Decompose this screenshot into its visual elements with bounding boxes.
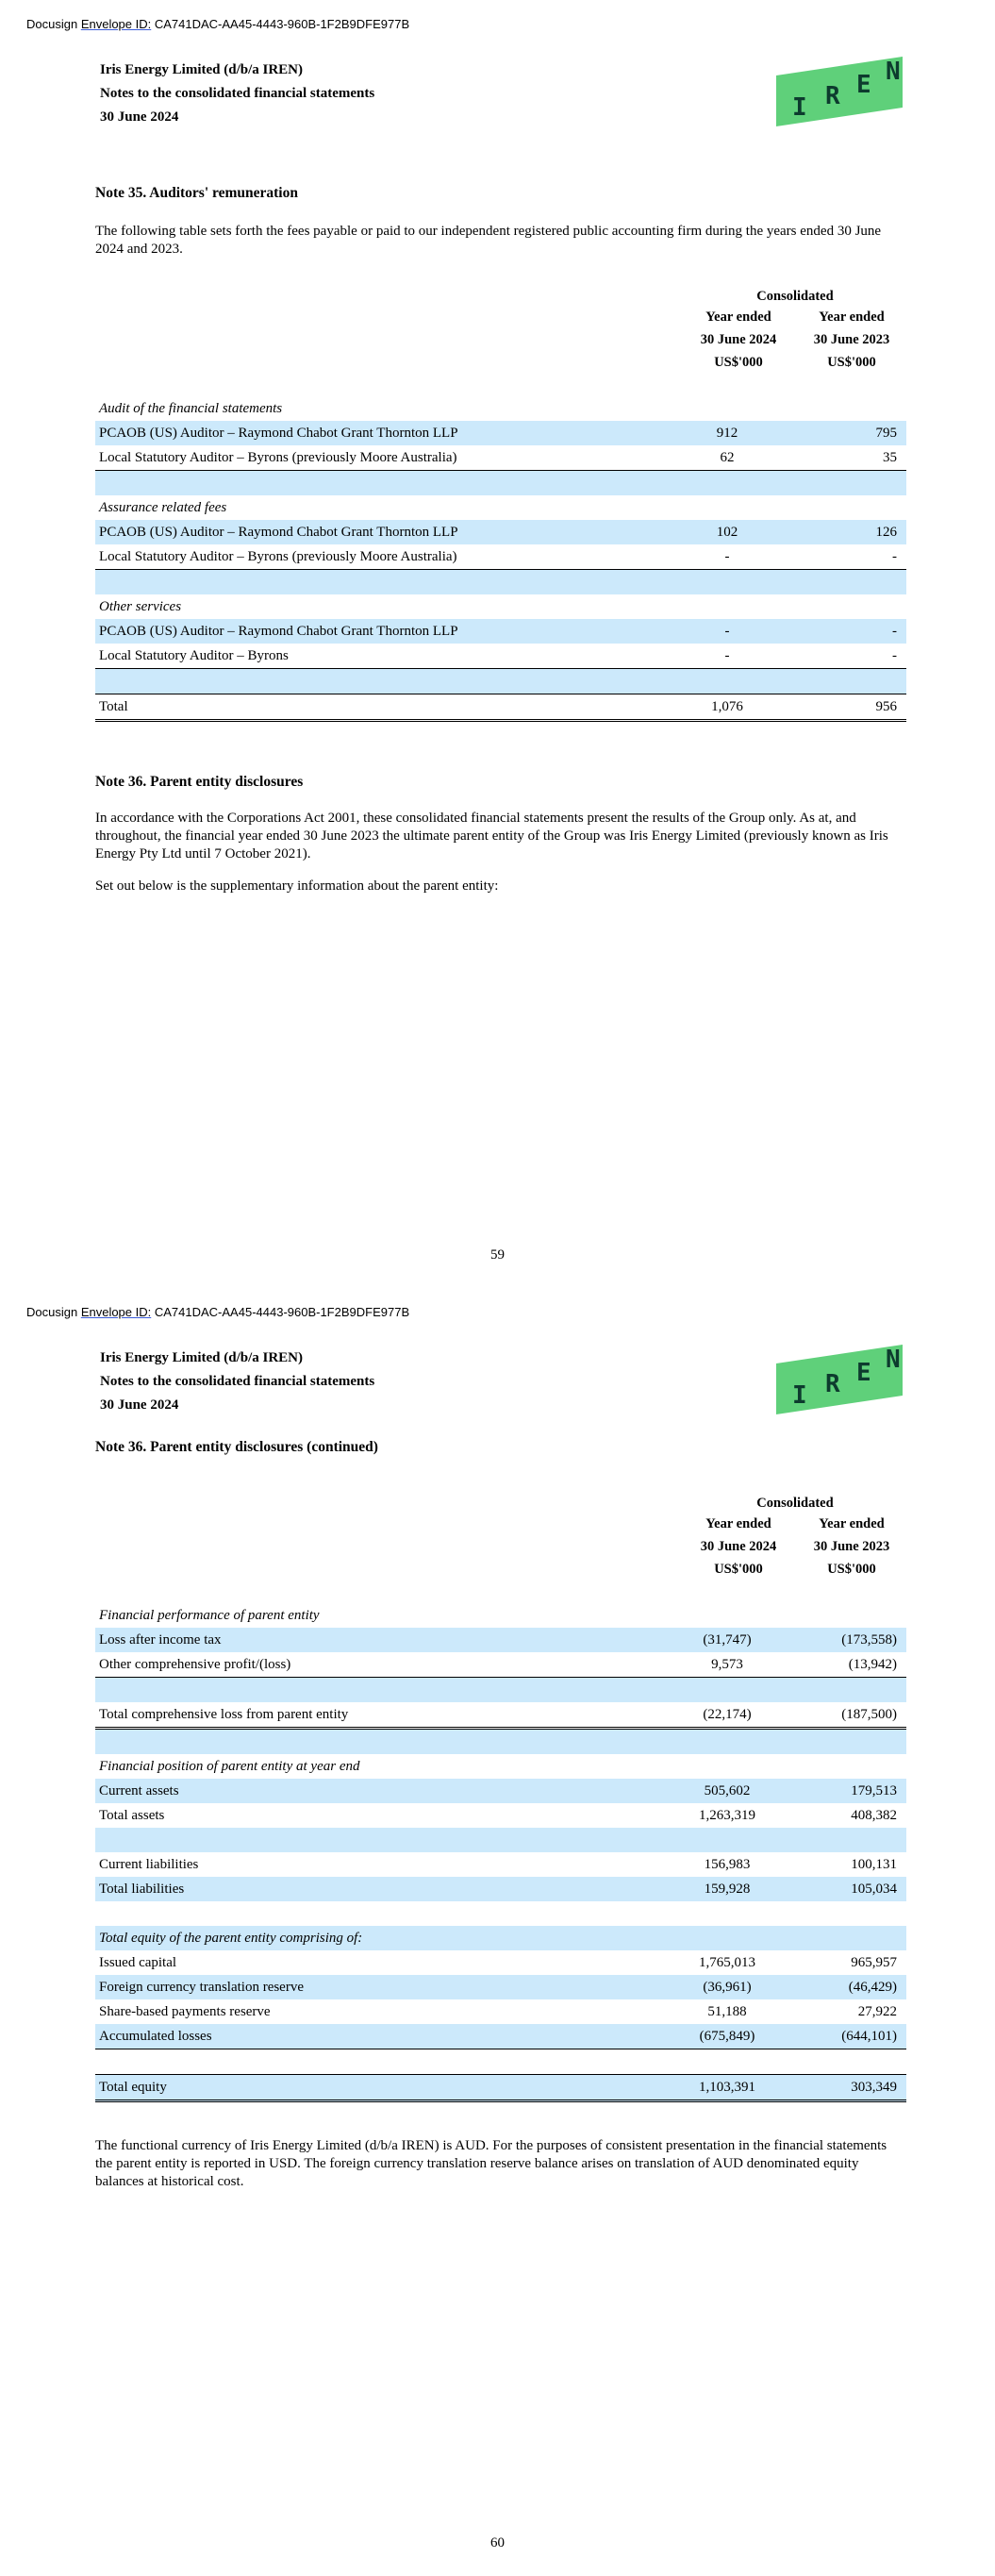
row-label: Current liabilities	[99, 1857, 199, 1872]
value-2024: (22,174)	[703, 1707, 752, 1722]
col1-line3: US$'000	[714, 355, 763, 370]
table-row	[95, 544, 906, 570]
table-row-total	[95, 694, 906, 722]
col2-line1: Year ended	[819, 309, 885, 325]
row-label: PCAOB (US) Auditor – Raymond Chabot Grant Thornton LLP	[99, 624, 458, 639]
col2-line3: US$'000	[827, 355, 876, 370]
report-subtitle: Notes to the consolidated financial statements	[100, 1374, 375, 1389]
report-subtitle: Notes to the consolidated financial statements	[100, 86, 375, 101]
svg-text:I: I	[792, 93, 807, 122]
envelope-label: Envelope ID:	[80, 1305, 152, 1319]
value-2023: 965,957	[851, 1955, 897, 1970]
value-2023: 100,131	[851, 1857, 897, 1872]
col1-line2: 30 June 2024	[700, 332, 777, 347]
svg-text:I: I	[792, 1381, 807, 1410]
col1-line1: Year ended	[705, 1516, 771, 1531]
value-2023: (46,429)	[848, 1980, 897, 1995]
column-header	[682, 285, 908, 379]
envelope-value: CA741DAC-AA45-4443-960B-1F2B9DFE977B	[151, 1305, 410, 1319]
col1-line3: US$'000	[714, 1562, 763, 1577]
value-2024: 912	[716, 426, 738, 441]
value-2024: 1,765,013	[699, 1955, 755, 1970]
table-row	[95, 471, 906, 495]
value-2023: 303,349	[851, 2080, 897, 2095]
svg-text:E: E	[856, 1359, 871, 1387]
row-label: Local Statutory Auditor – Byrons	[99, 648, 289, 663]
row-label: Total	[99, 699, 128, 714]
note-36-continued-title: Note 36. Parent entity disclosures (continued)	[95, 1439, 378, 1455]
row-label: Accumulated losses	[99, 2029, 212, 2044]
value-2023: 35	[883, 450, 897, 465]
note-36-title: Note 36. Parent entity disclosures	[95, 774, 304, 790]
svg-text:N: N	[886, 1346, 901, 1374]
col2-line2: 30 June 2023	[813, 1539, 890, 1554]
table-row	[95, 669, 906, 694]
value-2023: -	[892, 549, 897, 564]
row-label: Share-based payments reserve	[99, 2004, 271, 2019]
svg-text:R: R	[825, 82, 840, 110]
row-label: Total liabilities	[99, 1882, 185, 1897]
table-row	[95, 421, 906, 445]
table-row	[95, 570, 906, 594]
column-header	[682, 1492, 908, 1586]
row-label: Local Statutory Auditor – Byrons (previously Moore Australia)	[99, 549, 457, 564]
report-header	[100, 59, 374, 129]
value-2024: -	[724, 549, 730, 564]
value-2024: 62	[720, 450, 735, 465]
col2-line3: US$'000	[827, 1562, 876, 1577]
col1-line2: 30 June 2024	[700, 1539, 777, 1554]
table-row	[95, 2024, 906, 2049]
functional-currency-note: The functional currency of Iris Energy Limited (d/b/a IREN) is AUD. For the purposes of consistent presentation in the financial statements the parent entity is reported in USD. The foreign currency translation reserve balance arises on translation of AUD denominated equity balances at historical cost.	[95, 2138, 887, 2189]
envelope-prefix: Docusign	[26, 17, 81, 31]
table-row	[95, 1603, 906, 1628]
svg-text:E: E	[856, 71, 871, 99]
value-2023: 408,382	[851, 1808, 897, 1823]
table-row	[95, 644, 906, 669]
col2-line2: 30 June 2023	[813, 332, 890, 347]
note-36-para2: Set out below is the supplementary information about the parent entity:	[95, 878, 499, 894]
value-2023: (13,942)	[848, 1657, 897, 1672]
row-label: Total assets	[99, 1808, 165, 1823]
note-35-intro: The following table sets forth the fees payable or paid to our independent registered public accounting firm during the years ended 30 June 2024 and 2023.	[95, 224, 882, 257]
value-2023: 27,922	[857, 2004, 897, 2019]
row-label: Other comprehensive profit/(loss)	[99, 1657, 291, 1672]
row-label: PCAOB (US) Auditor – Raymond Chabot Grant Thornton LLP	[99, 426, 458, 441]
envelope-id	[26, 1305, 409, 1319]
table-row	[95, 1678, 906, 1702]
auditor-fees-table	[95, 396, 906, 722]
value-2024: 159,928	[704, 1882, 751, 1897]
value-2024: 102	[716, 525, 738, 540]
table-row	[95, 520, 906, 544]
value-2023: 105,034	[851, 1882, 897, 1897]
report-date: 30 June 2024	[100, 109, 179, 125]
envelope-label: Envelope ID:	[80, 17, 152, 31]
svg-text:R: R	[825, 1370, 840, 1398]
value-2024: 1,076	[711, 699, 743, 714]
table-row	[95, 1702, 906, 1730]
value-2024: -	[724, 624, 730, 639]
value-2024: 1,103,391	[699, 2080, 755, 2095]
row-label: PCAOB (US) Auditor – Raymond Chabot Grant Thornton LLP	[99, 525, 458, 540]
row-label: Loss after income tax	[99, 1632, 222, 1648]
page-60	[0, 1288, 995, 2576]
iren-logo	[769, 49, 910, 129]
parent-entity-table	[95, 1603, 906, 2102]
table-row	[95, 396, 906, 421]
table-row	[95, 495, 906, 520]
svg-text:N: N	[886, 58, 901, 86]
row-label: Financial performance of parent entity	[99, 1608, 320, 1623]
col-group-label: Consolidated	[756, 289, 834, 304]
value-2024: 51,188	[707, 2004, 747, 2019]
note-35-title: Note 35. Auditors' remuneration	[95, 185, 298, 201]
row-label: Issued capital	[99, 1955, 177, 1970]
col2-line1: Year ended	[819, 1516, 885, 1531]
iren-logo	[769, 1337, 910, 1417]
table-row	[95, 1999, 906, 2024]
company-name: Iris Energy Limited (d/b/a IREN)	[100, 1350, 304, 1365]
company-name: Iris Energy Limited (d/b/a IREN)	[100, 62, 304, 77]
value-2023: (644,101)	[841, 2029, 897, 2044]
row-label: Local Statutory Auditor – Byrons (previously Moore Australia)	[99, 450, 457, 465]
table-row	[95, 619, 906, 644]
value-2023: 126	[875, 525, 897, 540]
row-label: Other services	[99, 599, 182, 614]
value-2023: 795	[875, 426, 897, 441]
row-label: Assurance related fees	[99, 500, 227, 515]
col-group-label: Consolidated	[756, 1496, 834, 1511]
envelope-id	[26, 17, 409, 31]
row-label: Financial position of parent entity at year end	[99, 1759, 360, 1774]
report-header	[100, 1347, 374, 1417]
page-number: 59	[490, 1247, 505, 1263]
table-row	[95, 1803, 906, 1828]
table-row	[95, 1926, 906, 1950]
table-row	[95, 445, 906, 471]
value-2024: 505,602	[704, 1783, 751, 1798]
table-row	[95, 594, 906, 619]
table-row	[95, 1901, 906, 1926]
col1-line1: Year ended	[705, 309, 771, 325]
report-date: 30 June 2024	[100, 1397, 179, 1413]
value-2024: (36,961)	[703, 1980, 752, 1995]
envelope-value: CA741DAC-AA45-4443-960B-1F2B9DFE977B	[151, 17, 410, 31]
table-row-total	[95, 2074, 906, 2102]
value-2023: (187,500)	[841, 1707, 897, 1722]
row-label: Audit of the financial statements	[99, 401, 283, 416]
row-label: Current assets	[99, 1783, 179, 1798]
table-row	[95, 1975, 906, 1999]
table-row	[95, 1950, 906, 1975]
value-2024: 156,983	[704, 1857, 751, 1872]
value-2023: 956	[875, 699, 897, 714]
value-2023: -	[892, 624, 897, 639]
value-2023: -	[892, 648, 897, 663]
table-row	[95, 1652, 906, 1678]
table-row	[95, 1852, 906, 1877]
table-row	[95, 1754, 906, 1779]
table-row	[95, 1730, 906, 1754]
row-label: Total equity of the parent entity comprising of:	[99, 1931, 363, 1946]
page-number: 60	[490, 2535, 505, 2551]
value-2023: (173,558)	[841, 1632, 897, 1648]
table-row	[95, 1828, 906, 1852]
row-label: Foreign currency translation reserve	[99, 1980, 304, 1995]
table-row	[95, 1628, 906, 1652]
table-row	[95, 2049, 906, 2074]
envelope-prefix: Docusign	[26, 1305, 81, 1319]
table-row	[95, 1877, 906, 1901]
value-2024: (31,747)	[703, 1632, 752, 1648]
table-row	[95, 1779, 906, 1803]
row-label: Total equity	[99, 2080, 167, 2095]
row-label: Total comprehensive loss from parent entity	[99, 1707, 349, 1722]
value-2024: 9,573	[711, 1657, 743, 1672]
note-36-para1: In accordance with the Corporations Act 2001, these consolidated financial statements present the results of the Group only. As at, and throughout, the financial year ended 30 June 2023 the ultimate parent entity of the Group was Iris Energy Limited (previously known as Iris Energy Pty Ltd until 7 October 2021).	[95, 811, 888, 861]
value-2024: 1,263,319	[699, 1808, 755, 1823]
value-2024: -	[724, 648, 730, 663]
value-2024: (675,849)	[699, 2029, 755, 2044]
value-2023: 179,513	[851, 1783, 897, 1798]
